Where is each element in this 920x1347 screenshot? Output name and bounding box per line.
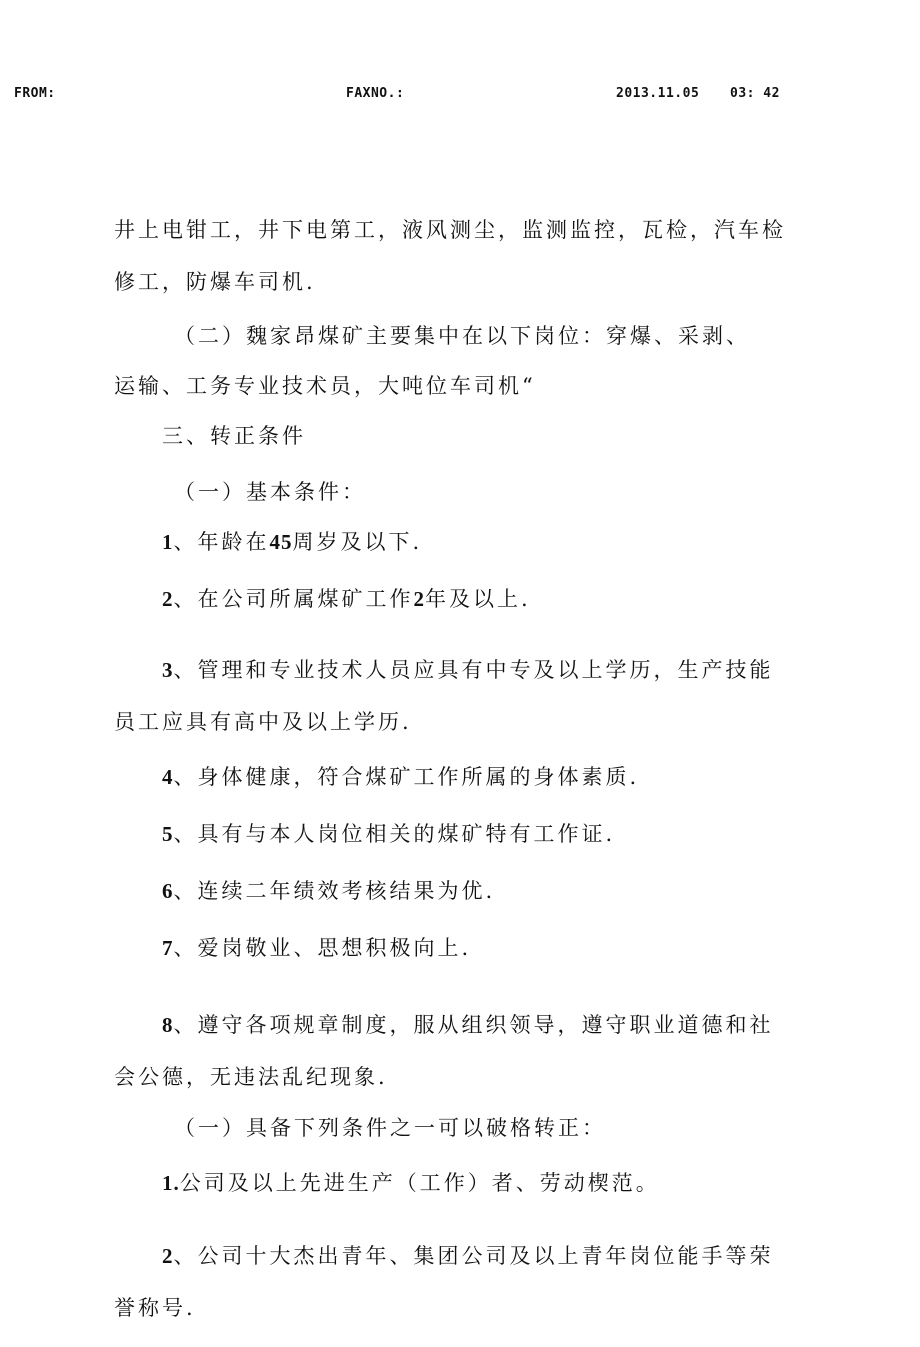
body-line: （二）魏家昂煤矿主要集中在以下岗位：穿爆、采剥、 bbox=[174, 324, 750, 348]
list-text: 、连续二年绩效考核结果为优. bbox=[173, 879, 496, 903]
list-text: 、管理和专业技术人员应具有中专及以上学历，生产技能 bbox=[173, 658, 774, 682]
list-number: 2 bbox=[162, 587, 174, 611]
list-number: 4 bbox=[162, 765, 174, 789]
body-line: 修工，防爆车司机. bbox=[114, 270, 316, 294]
list-number: 7 bbox=[162, 936, 174, 960]
list-text: 、年龄在 bbox=[173, 530, 270, 554]
list-item bbox=[162, 1011, 774, 1039]
list-number: 1. bbox=[162, 1171, 180, 1195]
list-item bbox=[162, 877, 495, 905]
list-text: 、爱岗敬业、思想积极向上. bbox=[173, 936, 472, 960]
section-heading: 三、转正条件 bbox=[162, 424, 306, 448]
list-number: 3 bbox=[162, 658, 174, 682]
body-line: 运输、工务专业技术员，大吨位车司机“ bbox=[114, 374, 536, 398]
list-number: 8 bbox=[162, 1013, 174, 1037]
list-text: 、遵守各项规章制度，服从组织领导，遵守职业道德和社 bbox=[173, 1013, 774, 1037]
list-text: 、公司十大杰出青年、集团公司及以上青年岗位能手等荣 bbox=[173, 1244, 774, 1268]
list-item bbox=[162, 656, 774, 684]
fax-time: 03: 42 bbox=[730, 86, 780, 101]
list-text: 、具有与本人岗位相关的煤矿特有工作证. bbox=[173, 822, 616, 846]
list-item bbox=[162, 585, 531, 613]
fax-date: 2013.11.05 bbox=[616, 86, 700, 101]
list-item bbox=[162, 763, 639, 791]
body-line: 誉称号. bbox=[114, 1296, 196, 1320]
list-text: 、在公司所属煤矿工作 bbox=[173, 587, 414, 611]
subsection-heading: （一）具备下列条件之一可以破格转正： bbox=[174, 1116, 606, 1140]
inline-number: 45 bbox=[269, 530, 293, 554]
list-item bbox=[162, 1242, 774, 1270]
list-text: 周岁及以下. bbox=[292, 530, 423, 554]
fax-from: FROM: bbox=[14, 86, 56, 101]
fax-number: FAXNO.: bbox=[346, 86, 405, 101]
list-text: 年及以上. bbox=[425, 587, 531, 611]
list-item bbox=[162, 820, 615, 848]
list-number: 6 bbox=[162, 879, 174, 903]
body-line: 井上电钳工，井下电第工，液风测尘，监测监控，瓦检，汽车检 bbox=[114, 218, 786, 242]
subsection-heading: （一）基本条件： bbox=[174, 480, 366, 504]
list-number: 1 bbox=[162, 530, 174, 554]
body-line: 会公德，无违法乱纪现象. bbox=[114, 1065, 388, 1089]
fax-header bbox=[0, 86, 920, 108]
list-text: 、身体健康，符合煤矿工作所属的身体素质. bbox=[173, 765, 640, 789]
list-item bbox=[162, 934, 471, 962]
list-number: 2 bbox=[162, 1244, 174, 1268]
body-line: 员工应具有高中及以上学历. bbox=[114, 710, 412, 734]
list-text: 公司及以上先进生产（工作）者、劳动楔范。 bbox=[179, 1171, 660, 1195]
list-number: 5 bbox=[162, 822, 174, 846]
list-item bbox=[162, 1169, 660, 1197]
list-item bbox=[162, 528, 422, 556]
inline-number: 2 bbox=[413, 587, 425, 611]
